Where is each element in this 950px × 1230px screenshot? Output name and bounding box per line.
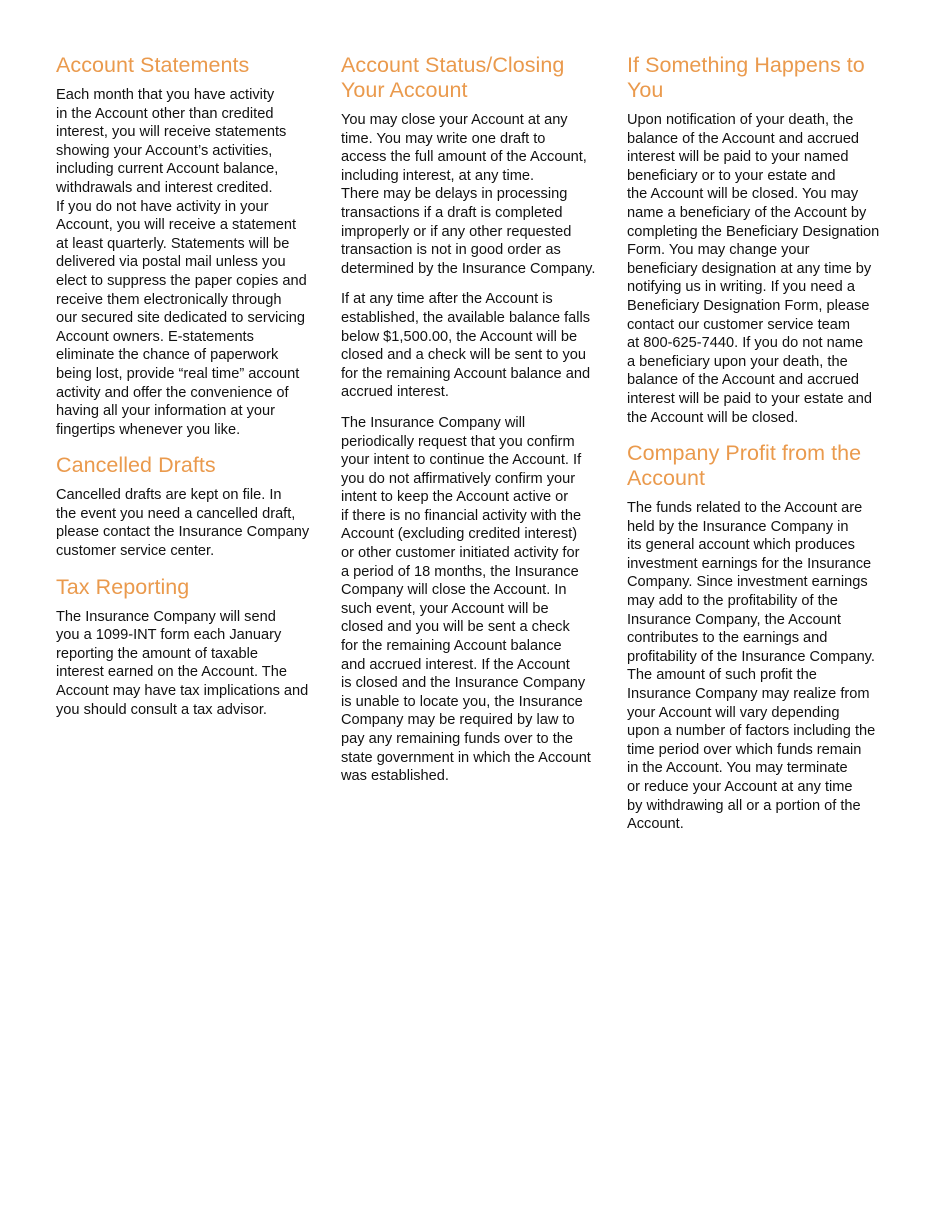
heading-company-profit: Company Profit from the Account bbox=[627, 441, 862, 491]
column-left bbox=[56, 53, 328, 719]
heading-account-statements: Account Statements bbox=[56, 53, 250, 77]
paragraph-account-statements: Each month that you have activity in the Account other than credited interest, you will receive statements showing your Account’s activities, including current Account balance, withdrawals and interest credited. If you do not have activity in your Account, you will receive a statement at least quarterly. Statements will be delivered via postal mail unless you elect to suppress the paper copies and receive them electronically through our secured site dedicated to servicing Account owners. E-statements eliminate the chance of paperwork being lost, provide “real time” account activity and offer the convenience of having all your information at your fingertips whenever you like. bbox=[56, 87, 307, 438]
paragraph-company-profit: The funds related to the Account are held by the Insurance Company in its general account which produces investment earnings for the Insurance Company. Since investment earnings may add to the profitability of the Insurance Company, the Account contributes to the earnings and profitability of the Insurance Company. The amount of such profit the Insurance Company may realize from your Account will vary depending upon a number of factors including the time period over which funds remain in the Account. You may terminate or reduce your Account at any time by withdrawing all or a portion of the Account. bbox=[627, 500, 876, 833]
heading-if-something-happens: If Something Happens to You bbox=[627, 53, 865, 102]
heading-tax-reporting: Tax Reporting bbox=[56, 574, 190, 599]
paragraph-closing-account: You may close your Account at any time. You may write one draft to access the full amount of the Account, including interest, at any time. There may be delays in processing transactions if a draft is completed improperly or if any other requested transaction is not in good order as determined by the Insurance Company. bbox=[341, 112, 596, 277]
paragraph-minimum-balance: If at any time after the Account is established, the available balance falls below $1,500.00, the Account will be closed and a check will be sent to you for the remaining Account balance and accrued interest. bbox=[341, 291, 591, 401]
heading-account-status-closing: Account Status/Closing Your Account bbox=[341, 53, 565, 102]
column-middle bbox=[341, 53, 613, 786]
paragraph-tax-reporting: The Insurance Company will send you a 1099-INT form each January reporting the amount of taxable interest earned on the Account. The Account may have tax implications and you should consult a tax advisor. bbox=[56, 608, 309, 718]
column-right bbox=[627, 53, 899, 834]
heading-cancelled-drafts: Cancelled Drafts bbox=[56, 453, 216, 478]
paragraph-cancelled-drafts: Cancelled drafts are kept on file. In the event you need a cancelled draft, please contact the Insurance Company customer service center. bbox=[56, 487, 310, 560]
paragraph-inactivity: The Insurance Company will periodically request that you confirm your intent to continue the Account. If you do not affirmatively confirm your intent to keep the Account active or if there is no financial activity with the Account (excluding credited interest) or other customer initiated activity for a period of 18 months, the Insurance Company will close the Account. In such event, your Account will be closed and you will be sent a check for the remaining Account balance and accrued interest. If the Account is closed and the Insurance Company is unable to locate you, the Insurance Company may be required by law to pay any remaining funds over to the state government in which the Account was established. bbox=[341, 414, 591, 785]
paragraph-beneficiary: Upon notification of your death, the balance of the Account and accrued interest will be paid to your named beneficiary or to your estate and the Account will be closed. You may name a beneficiary of the Account by completing the Beneficiary Designation Form. You may change your beneficiary designation at any time by notifying us in writing. If you need a Beneficiary Designation Form, please contact our customer service team at 800-625-7440. If you do not name a beneficiary upon your death, the balance of the Account and accrued interest will be paid to your estate and the Account will be closed. bbox=[627, 112, 880, 426]
